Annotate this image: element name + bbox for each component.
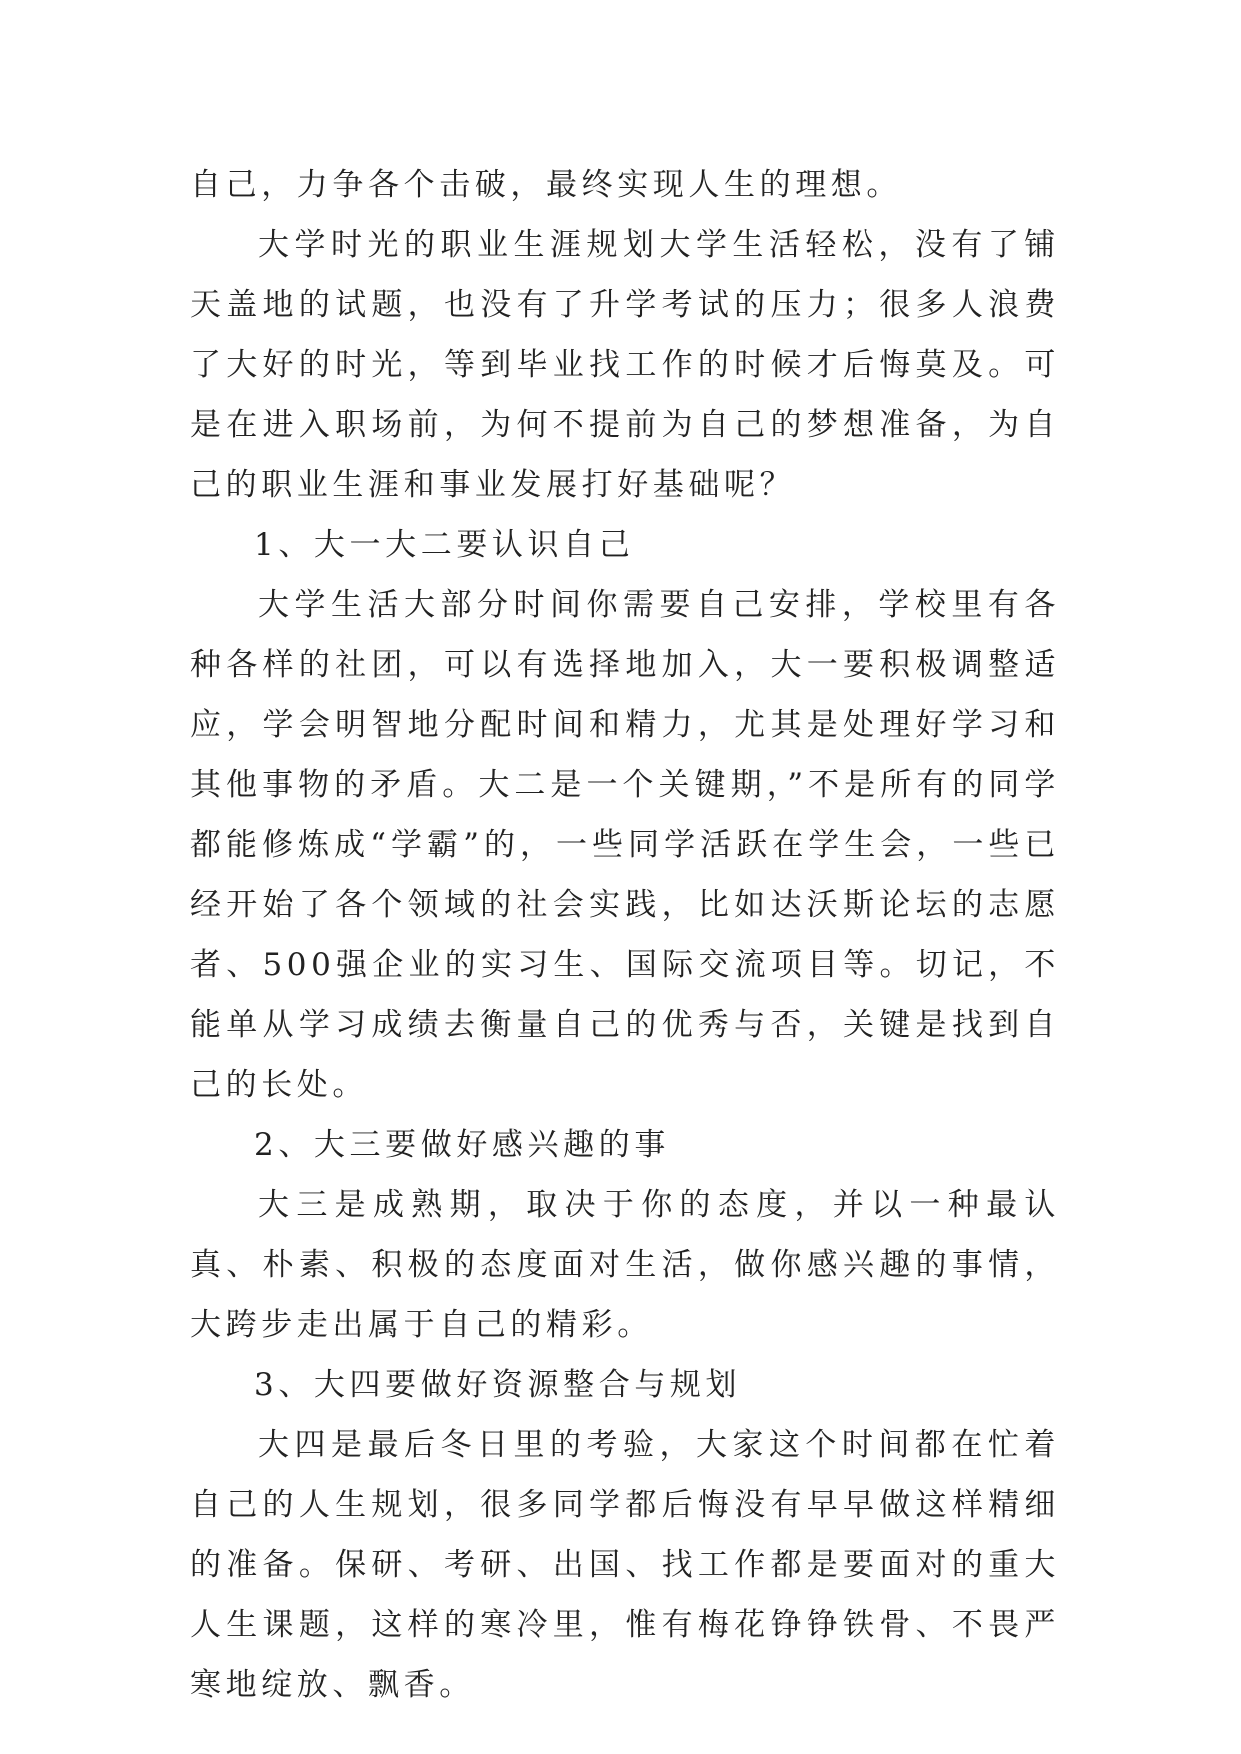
- paragraph-year-three: 大三是成熟期，取决于你的态度，并以一种最认真、朴素、积极的态度面对生活，做你感兴趣的事情，大跨步走出属于自己的精彩。: [190, 1187, 1060, 1343]
- paragraph-year-one-two: 大学生活大部分时间你需要自己安排，学校里有各种各样的社团，可以有选择地加入，大一要积极调整适应，学会明智地分配时间和精力，尤其是处理好学习和其他事物的矛盾。大二是一个关键期，”不是所有的同学都能修炼成“学霸”的，一些同学活跃在学生会，一些已经开始了各个领域的社会实践，比如达沃斯论坛的志愿者、500强企业的实习生、国际交流项目等。切记，不能单从学习成绩去衡量自己的优秀与否，关键是找到自己的长处。: [190, 587, 1060, 1103]
- document-body: [190, 155, 1060, 1715]
- section-heading-year-four: 3、大四要做好资源整合与规划: [254, 1367, 742, 1403]
- paragraph-career-planning-intro: 大学时光的职业生涯规划大学生活轻松，没有了铺天盖地的试题，也没有了升学考试的压力；很多人浪费了大好的时光，等到毕业找工作的时候才后悔莫及。可是在进入职场前，为何不提前为自己的梦想准备，为自己的职业生涯和事业发展打好基础呢？: [190, 227, 1060, 503]
- section-heading-year-one-two: 1、大一大二要认识自己: [254, 527, 635, 563]
- section-heading-year-three: 2、大三要做好感兴趣的事: [254, 1127, 670, 1163]
- paragraph-continuation: 自己，力争各个击破，最终实现人生的理想。: [190, 167, 902, 203]
- paragraph-year-four: 大四是最后冬日里的考验，大家这个时间都在忙着自己的人生规划，很多同学都后悔没有早早做这样精细的准备。保研、考研、出国、找工作都是要面对的重大人生课题，这样的寒冷里，惟有梅花铮铮铁骨、不畏严寒地绽放、飘香。: [190, 1427, 1060, 1703]
